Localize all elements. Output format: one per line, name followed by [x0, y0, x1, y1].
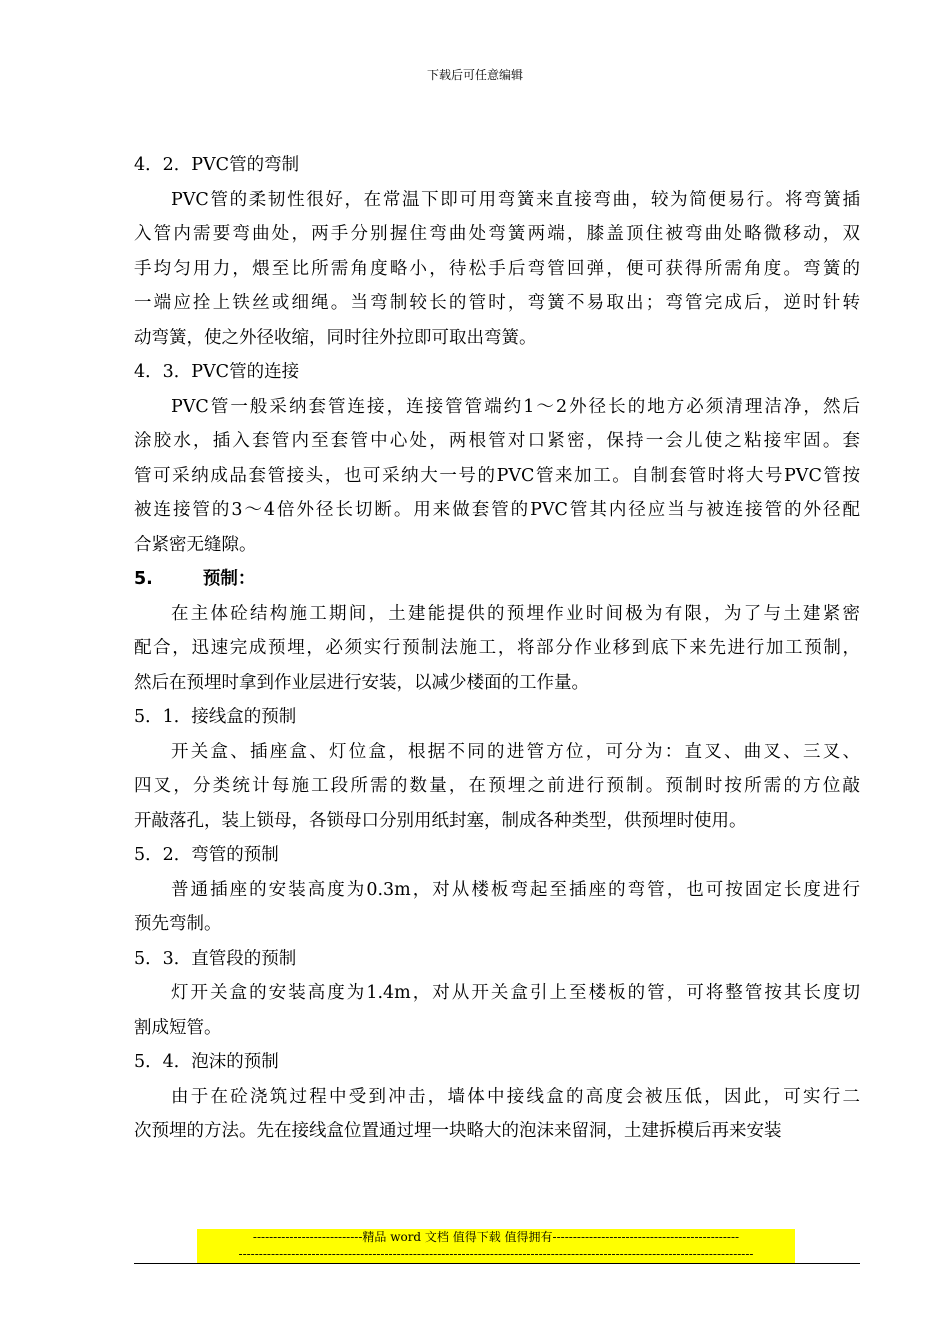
paragraph-line: 由于在砼浇筑过程中受到冲击，墙体中接线盒的高度会被压低，因此，可实行二 [171, 1086, 860, 1107]
paragraph-line: 管可采纳成品套管接头，也可采纳大一号的PVC管来加工。自制套管时将大号PVC管按 [134, 465, 860, 486]
paragraph-line: 普通插座的安装高度为0.3m，对从楼板弯起至插座的弯管，也可按固定长度进行 [171, 879, 860, 900]
section-heading: 5．4．泡沫的预制 [134, 1052, 279, 1072]
paragraph-line: PVC管一般采纳套管连接，连接管管端约1～2外径长的地方必须清理洁净，然后 [171, 396, 860, 417]
paragraph-line: 被连接管的3～4倍外径长切断。用来做套管的PVC管其内径应当与被连接管的外径配 [134, 500, 860, 520]
paragraph [134, 390, 860, 563]
chapter-number: 5. [134, 569, 153, 589]
section-heading: 5．2．弯管的预制 [134, 845, 279, 865]
page-header: 下载后可任意编辑 [426, 68, 523, 82]
paragraph [134, 735, 860, 839]
paragraph-line: 手均匀用力，煨至比所需角度略小，待松手后弯管回弹，便可获得所需角度。弯簧的 [134, 258, 860, 279]
paragraph-line: 动弯簧，使之外径收缩，同时往外拉即可取出弯簧。 [134, 327, 537, 348]
paragraph-line: 配合，迅速完成预埋，必须实行预制法施工，将部分作业移到底下来先进行加工预制， [134, 638, 860, 658]
paragraph-line: 预先弯制。 [134, 914, 222, 934]
paragraph [134, 976, 860, 1045]
paragraph [134, 183, 860, 356]
paragraph [134, 1080, 860, 1149]
section-heading: 4．3．PVC管的连接 [134, 362, 300, 382]
paragraph-line: 割成短管。 [134, 1017, 222, 1038]
paragraph-line: 涂胶水，插入套管内至套管中心处，两根管对口紧密，保持一会儿使之粘接牢固。套 [134, 431, 860, 451]
paragraph-line: 灯开关盒的安装高度为1.4m，对从开关盒引上至楼板的管，可将整管按其长度切 [171, 983, 860, 1003]
paragraph-line: 在主体砼结构施工期间，土建能提供的预埋作业时间极为有限，为了与土建紧密 [171, 603, 860, 624]
paragraph-line: 然后在预埋时拿到作业层进行安装，以减少楼面的工作量。 [134, 672, 589, 693]
section-heading: 5．3．直管段的预制 [134, 948, 297, 969]
footer-banner: ---------------------------精品 word 文档 值得下载 值得拥有---------------------------------------------- [197, 1229, 795, 1246]
paragraph-line: 开关盒、插座盒、灯位盒，根据不同的进管方位，可分为：直叉、曲叉、三叉、 [171, 741, 860, 762]
paragraph [134, 597, 860, 701]
paragraph-line: 入管内需要弯曲处，两手分别握住弯曲处弯簧两端，膝盖顶住被弯曲处略微移动，双 [134, 224, 860, 244]
footer-dashes: ------------------------------------------------------------------------------------------------------------------------------- [197, 1246, 795, 1263]
chapter-title: 预制： [202, 569, 256, 589]
section-heading: 4．2．PVC管的弯制 [134, 155, 300, 175]
chapter-heading [134, 562, 860, 597]
paragraph-line: 次预埋的方法。先在接线盒位置通过埋一块略大的泡沫来留洞，土建拆模后再来安装 [134, 1121, 782, 1141]
paragraph-line: 开敲落孔，装上锁母，各锁母口分别用纸封塞，制成各种类型，供预埋时使用。 [134, 810, 747, 831]
paragraph-line: 一端应拴上铁丝或细绳。当弯制较长的管时，弯簧不易取出；弯管完成后，逆时针转 [134, 293, 860, 313]
section-heading: 5．1．接线盒的预制 [134, 707, 297, 727]
footer-rule [134, 1263, 860, 1264]
document-body [134, 148, 860, 1149]
paragraph-line: 合紧密无缝隙。 [134, 534, 257, 555]
paragraph-line: 四叉，分类统计每施工段所需的数量，在预埋之前进行预制。预制时按所需的方位敲 [134, 776, 860, 796]
paragraph [134, 873, 860, 942]
paragraph-line: PVC管的柔韧性很好，在常温下即可用弯簧来直接弯曲，较为简便易行。将弯簧插 [171, 189, 860, 210]
